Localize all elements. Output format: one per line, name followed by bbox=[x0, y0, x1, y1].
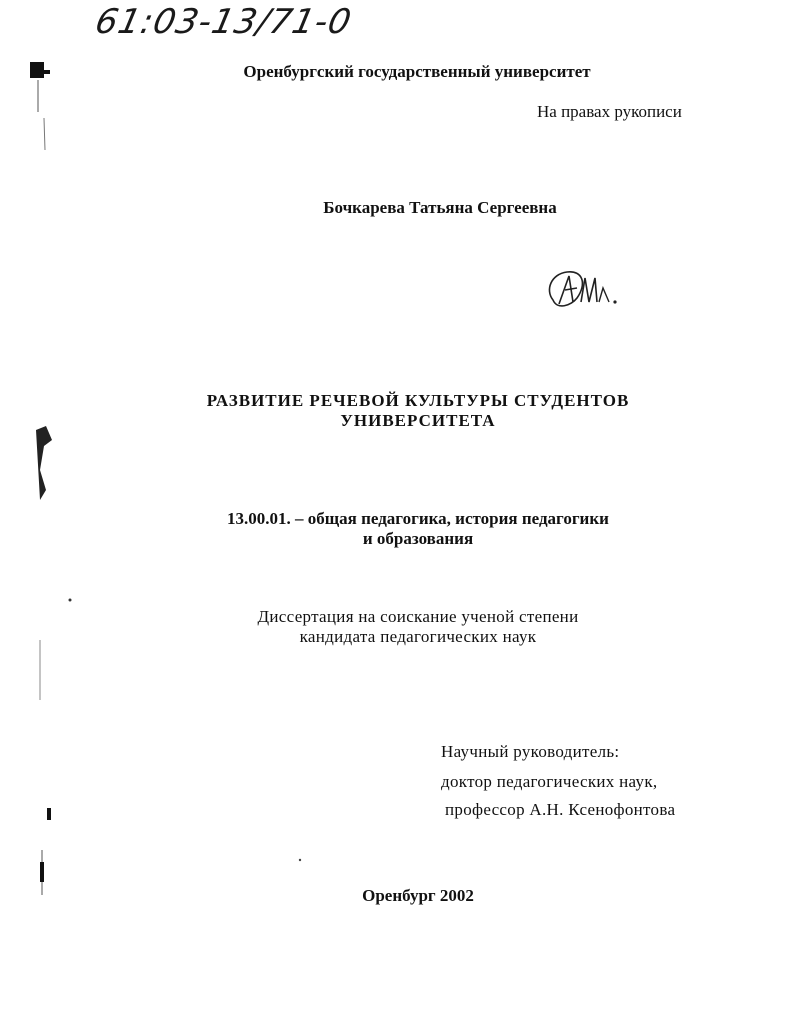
degree-statement bbox=[0, 607, 791, 647]
author-name: Бочкарева Татьяна Сергеевна bbox=[323, 198, 557, 217]
university-name: Оренбургский государственный университет bbox=[243, 62, 591, 81]
title-line-2: УНИВЕРСИТЕТА bbox=[340, 411, 496, 430]
specialty-code bbox=[0, 509, 791, 549]
degree-line-1: Диссертация на соискание ученой степени bbox=[257, 607, 579, 626]
title-line-1: РАЗВИТИЕ РЕЧЕВОЙ КУЛЬТУРЫ СТУДЕНТОВ bbox=[206, 391, 630, 410]
specialty-line-2: и образования bbox=[362, 529, 474, 548]
degree-line-2: кандидата педагогических наук bbox=[299, 627, 537, 646]
archive-code-handwritten: 61:03-13/71-0 bbox=[91, 2, 356, 42]
dissertation-title bbox=[0, 391, 791, 431]
city-year: Оренбург 2002 bbox=[362, 886, 474, 905]
supervisor-name: профессор А.Н. Ксенофонтова bbox=[445, 800, 676, 819]
manuscript-rights-note: На правах рукописи bbox=[537, 102, 682, 121]
specialty-line-1: 13.00.01. – общая педагогика, история педагогики bbox=[227, 509, 609, 528]
supervisor-degree: доктор педагогических наук, bbox=[441, 772, 658, 791]
author-signature bbox=[543, 264, 623, 316]
supervisor-label: Научный руководитель: bbox=[441, 742, 620, 761]
